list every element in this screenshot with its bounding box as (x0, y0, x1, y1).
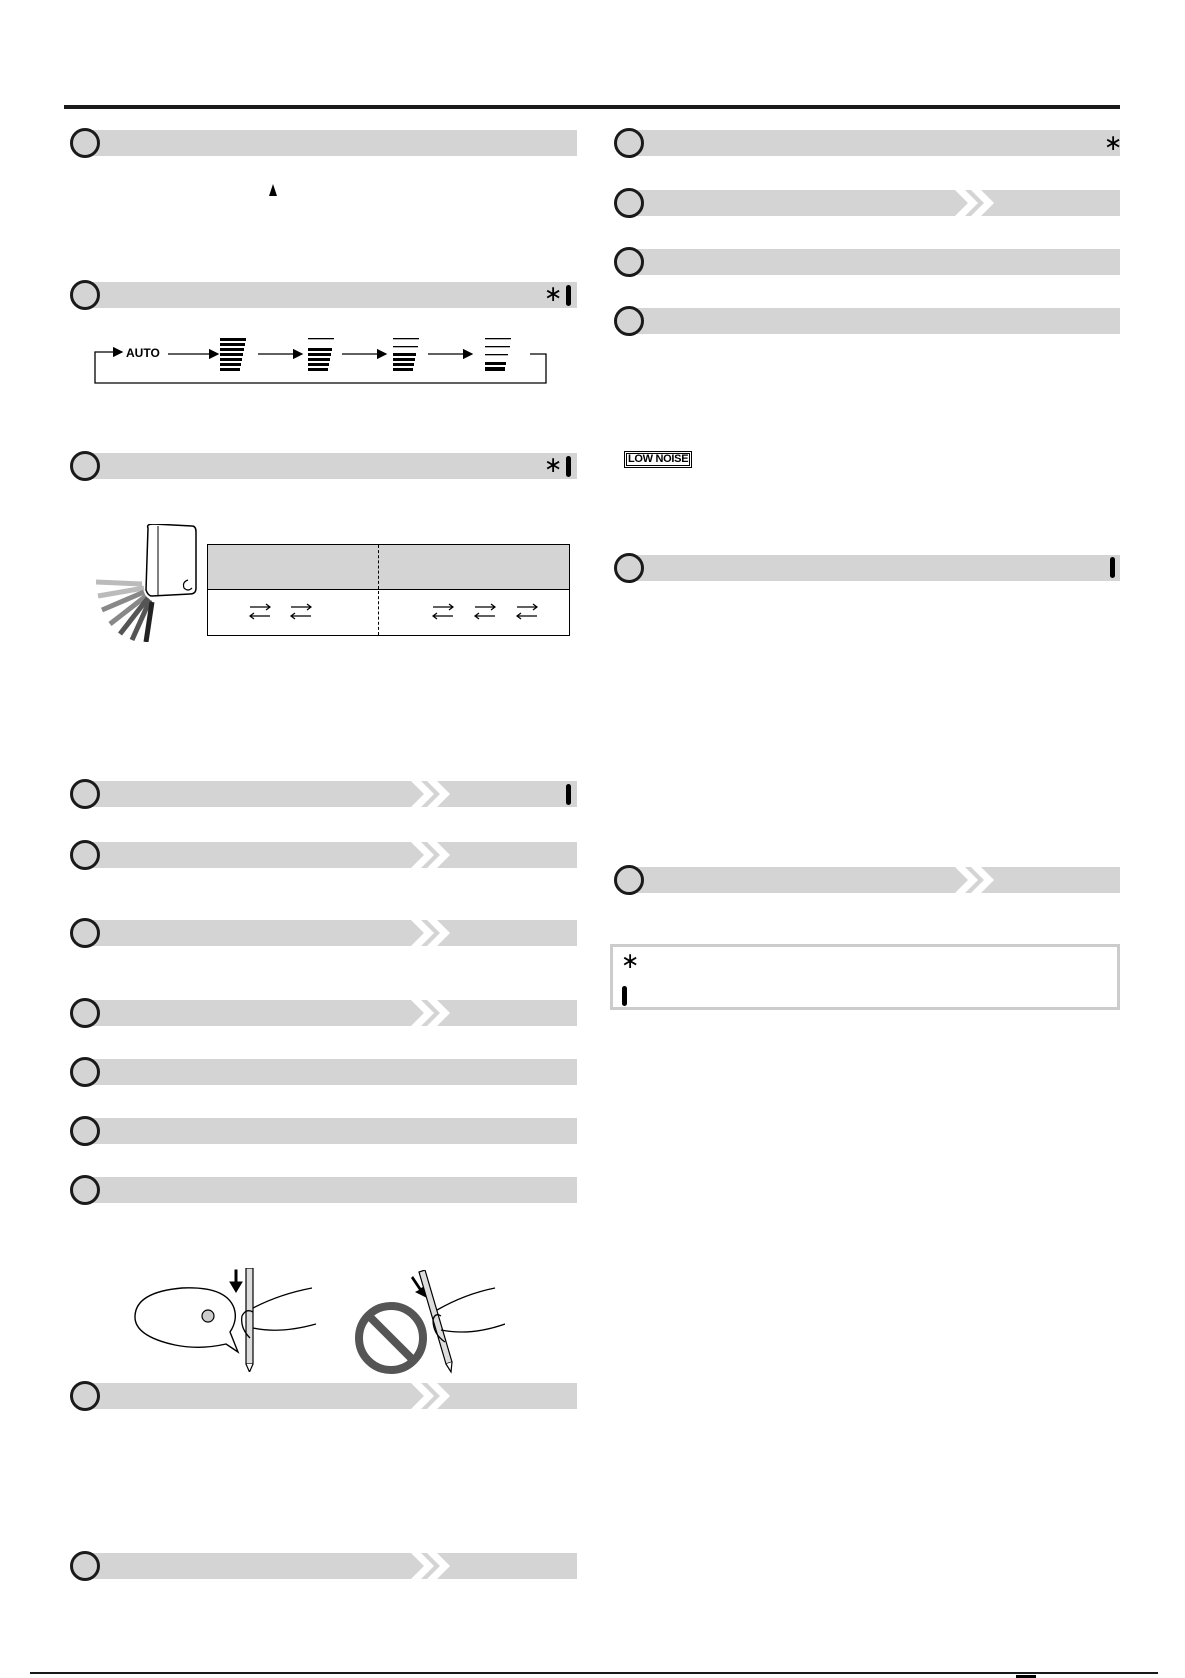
top-rule (64, 105, 1120, 109)
fan-speed-auto-label: AUTO (126, 346, 160, 360)
asterisk-icon: ∗ (544, 282, 563, 307)
reset-incorrect-illustration (355, 1270, 505, 1374)
section-header-bar (629, 308, 1120, 334)
section-bullet-icon (70, 1381, 100, 1411)
section-bullet-icon (70, 998, 100, 1028)
double-chevron-icon (955, 190, 995, 216)
airflow-table (207, 544, 570, 636)
section-bullet-icon (614, 306, 644, 336)
section-header-bar-fan-speed (85, 282, 577, 308)
section-header-bar (85, 781, 577, 807)
up-triangle-icon (269, 184, 277, 196)
section-header-bar (85, 842, 577, 868)
section-bullet-icon (70, 1116, 100, 1146)
section-bullet-icon (614, 553, 644, 583)
section-header-bar (629, 130, 1123, 156)
section-bullet-icon (614, 188, 644, 218)
section-header-bar-airflow (85, 453, 577, 479)
section-bullet-icon (70, 840, 100, 870)
indicator-bar-icon (622, 986, 627, 1006)
section-header-bar (85, 1553, 577, 1579)
double-chevron-icon (955, 867, 995, 893)
low-noise-indicator: LOW NOISE (624, 451, 692, 468)
section-bullet-icon (70, 918, 100, 948)
asterisk-icon: ∗ (544, 453, 563, 478)
indicator-bar-icon (1110, 557, 1115, 578)
section-bullet-icon (614, 128, 644, 158)
section-bullet-icon (70, 128, 100, 158)
asterisk-icon: ∗ (621, 949, 640, 974)
section-bullet-icon (70, 451, 100, 481)
airflow-table-header (208, 545, 569, 590)
section-header-bar (85, 1118, 577, 1144)
swing-arrows-icon (248, 601, 548, 625)
section-bullet-icon (70, 280, 100, 310)
double-chevron-icon (411, 920, 451, 946)
legend-note-box (610, 944, 1120, 1010)
section-header-bar (85, 1383, 577, 1409)
double-chevron-icon (411, 842, 451, 868)
section-header-bar (85, 1177, 577, 1203)
section-header-bar (85, 1000, 577, 1026)
double-chevron-icon (411, 781, 451, 807)
reset-correct-illustration (130, 1268, 330, 1372)
double-chevron-icon (411, 1383, 451, 1409)
fan-speed-cycle-diagram (90, 334, 550, 390)
double-chevron-icon (411, 1000, 451, 1026)
section-header-bar (85, 1059, 577, 1085)
section-bullet-icon (614, 247, 644, 277)
section-bullet-icon (614, 865, 644, 895)
section-header-bar (85, 920, 577, 946)
section-header-bar (629, 190, 1120, 216)
section-bullet-icon (70, 1551, 100, 1581)
double-chevron-icon (411, 1553, 451, 1579)
section-bullet-icon (70, 1175, 100, 1205)
indicator-bar-icon (566, 456, 571, 477)
section-header-bar (629, 867, 1120, 893)
bottom-rule (30, 1672, 1158, 1674)
indicator-bar-icon (566, 784, 571, 805)
section-bullet-icon (70, 779, 100, 809)
section-bullet-icon (70, 1057, 100, 1087)
section-header-bar (85, 130, 577, 156)
indoor-unit-airflow-illustration (92, 524, 202, 642)
section-header-bar (629, 555, 1120, 581)
asterisk-icon: ∗ (1104, 131, 1123, 156)
section-header-bar (629, 249, 1120, 275)
indicator-bar-icon (566, 285, 571, 306)
